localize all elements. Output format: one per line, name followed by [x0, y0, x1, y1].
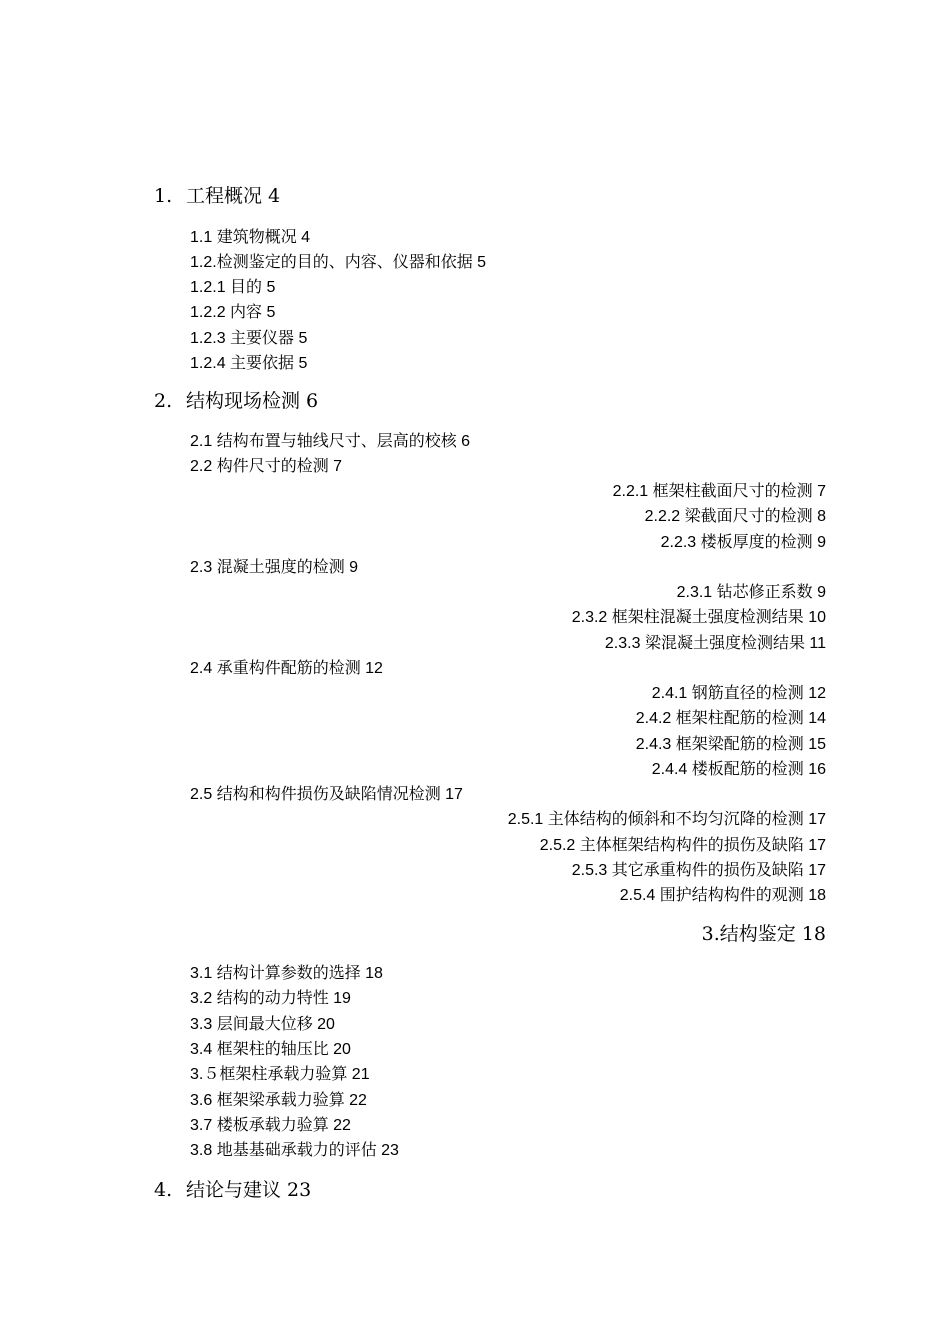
toc-title: 结构现场检测 6 [186, 390, 319, 412]
toc-entry-3-4[interactable]: 3.4 框架柱的轴压比 20 [190, 1041, 351, 1058]
toc-entry-1-2-3[interactable]: 1.2.3 主要仪器 5 [190, 330, 308, 347]
toc-entry-2-1[interactable]: 2.1 结构布置与轴线尺寸、层高的校核 6 [190, 433, 471, 450]
toc-number: 1. [154, 185, 173, 207]
toc-entry-3-8[interactable]: 3.8 地基基础承载力的评估 23 [190, 1142, 399, 1159]
toc-entry-2-4-3[interactable]: 2.4.3 框架梁配筋的检测 15 [635, 736, 826, 753]
toc-entry-2-3-1[interactable]: 2.3.1 钻芯修正系数 9 [676, 584, 826, 601]
toc-entry-2-4-2[interactable]: 2.4.2 框架柱配筋的检测 14 [635, 710, 826, 727]
toc-entry-2-4[interactable]: 2.4 承重构件配筋的检测 12 [190, 660, 383, 677]
toc-entry-2-3-2[interactable]: 2.3.2 框架柱混凝土强度检测结果 10 [571, 609, 826, 626]
toc-entry-3-7[interactable]: 3.7 楼板承载力验算 22 [190, 1117, 351, 1134]
toc-entry-2-5-2[interactable]: 2.5.2 主体框架结构构件的损伤及缺陷 17 [539, 837, 826, 854]
toc-entry-1-2[interactable]: 1.2.检测鉴定的目的、内容、仪器和依据 5 [190, 254, 487, 271]
toc-entry-2-4-4[interactable]: 2.4.4 楼板配筋的检测 16 [651, 761, 826, 778]
toc-entry-1-1[interactable]: 1.1 建筑物概况 4 [190, 229, 311, 246]
toc-entry-2-4-1[interactable]: 2.4.1 钢筋直径的检测 12 [651, 685, 826, 702]
toc-entry-2-2-3[interactable]: 2.2.3 楼板厚度的检测 9 [660, 534, 826, 551]
toc-entry-3-5[interactable]: 3.５框架柱承载力验算 21 [190, 1066, 370, 1083]
toc-entry-2-5-1[interactable]: 2.5.1 主体结构的倾斜和不均匀沉降的检测 17 [507, 811, 826, 828]
toc-number: 3. [701, 923, 720, 945]
toc-entry-3-6[interactable]: 3.6 框架梁承载力验算 22 [190, 1092, 367, 1109]
toc-entry-2-5-4[interactable]: 2.5.4 围护结构构件的观测 18 [619, 887, 826, 904]
toc-section-3[interactable] [688, 925, 826, 944]
toc-entry-1-2-4[interactable]: 1.2.4 主要依据 5 [190, 355, 308, 372]
toc-entry-3-3[interactable]: 3.3 层间最大位移 20 [190, 1016, 335, 1033]
toc-entry-2-2-2[interactable]: 2.2.2 梁截面尺寸的检测 8 [644, 508, 826, 525]
toc-section-2[interactable] [154, 392, 318, 411]
toc-entry-2-5-3[interactable]: 2.5.3 其它承重构件的损伤及缺陷 17 [571, 862, 826, 879]
toc-number: 2. [154, 390, 173, 412]
toc-entry-3-1[interactable]: 3.1 结构计算参数的选择 18 [190, 965, 383, 982]
toc-entry-2-3[interactable]: 2.3 混凝土强度的检测 9 [190, 559, 359, 576]
toc-entry-2-3-3[interactable]: 2.3.3 梁混凝土强度检测结果 11 [604, 635, 826, 652]
toc-entry-2-2[interactable]: 2.2 构件尺寸的检测 7 [190, 458, 343, 475]
toc-title: 工程概况 4 [186, 185, 281, 207]
toc-entry-2-2-1[interactable]: 2.2.1 框架柱截面尺寸的检测 7 [612, 483, 826, 500]
toc-title: 结论与建议 23 [186, 1179, 312, 1201]
toc-entry-1-2-1[interactable]: 1.2.1 目的 5 [190, 279, 276, 296]
toc-entry-1-2-2[interactable]: 1.2.2 内容 5 [190, 304, 276, 321]
toc-section-1[interactable] [154, 187, 280, 206]
toc-title: 结构鉴定 18 [719, 923, 826, 945]
toc-entry-2-5[interactable]: 2.5 结构和构件损伤及缺陷情况检测 17 [190, 786, 463, 803]
toc-section-4[interactable] [154, 1181, 311, 1200]
toc-entry-3-2[interactable]: 3.2 结构的动力特性 19 [190, 990, 351, 1007]
toc-number: 4. [154, 1179, 173, 1201]
